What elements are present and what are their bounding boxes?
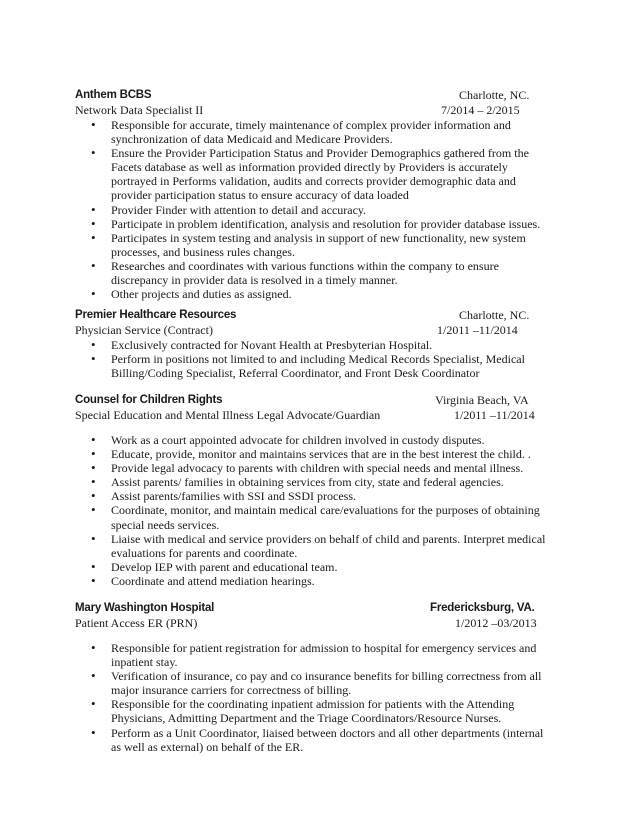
list-item: • Exclusively contracted for Novant Health at Presbyterian Hospital. xyxy=(75,338,525,352)
employer-name: Mary Washington Hospital xyxy=(75,602,215,614)
job-subheader xyxy=(75,323,525,338)
duties-list xyxy=(75,641,543,754)
job-header xyxy=(75,601,543,616)
list-item: • Perform in positions not limited to and including Medical Records Specialist, Medical Billing/Coding Specialist, Referral Coordinator, and Front Desk Coordinator xyxy=(75,352,525,380)
employer-name: Counsel for Children Rights xyxy=(75,394,223,406)
job-mary-washington xyxy=(75,601,543,754)
list-item: • Verification of insurance, co pay and co insurance benefits for billing correctness from all major insurance carriers for correctness of billing. xyxy=(75,669,543,697)
list-item: • Coordinate and attend mediation hearings. xyxy=(75,574,546,588)
job-subheader xyxy=(75,616,543,631)
list-item: • Coordinate, monitor, and maintain medical care/evaluations for the purposes of obtaining special needs services. xyxy=(75,503,546,531)
job-subheader xyxy=(75,408,546,423)
list-item: • Provide legal advocacy to parents with children with special needs and mental illness. xyxy=(75,461,546,475)
job-dates: 1/2012 –03/2013 xyxy=(455,616,537,630)
job-location: Charlotte, NC. xyxy=(459,88,530,102)
job-header xyxy=(75,88,540,103)
list-item: • Assist parents/families with SSI and SSDI process. xyxy=(75,489,546,503)
job-header xyxy=(75,308,530,323)
list-item: • Perform as a Unit Coordinator, liaised between doctors and all other departments (internal as well as external) on behalf of the ER. xyxy=(75,726,543,754)
job-counsel xyxy=(75,393,546,588)
job-title: Network Data Specialist II xyxy=(75,103,204,117)
list-item: • Work as a court appointed advocate for children involved in custody disputes. xyxy=(75,433,546,447)
job-dates: 7/2014 – 2/2015 xyxy=(441,103,520,117)
list-item: • Researches and coordinates with various functions within the company to ensure discrepancy in provider data is resolved in a timely manner. xyxy=(75,259,540,287)
list-item: • Educate, provide, monitor and maintains services that are in the best interest the child. . xyxy=(75,447,546,461)
list-item: • Responsible for the coordinating inpatient admission for patients with the Attending Physicians, Admitting Department and the Triage Coordinators/Resource Nurses. xyxy=(75,697,543,725)
job-dates: 1/2011 –11/2014 xyxy=(454,408,535,422)
job-subheader xyxy=(75,103,540,118)
job-location: Virginia Beach, VA xyxy=(435,393,529,407)
list-item: • Participate in problem identification, analysis and resolution for provider database issues. xyxy=(75,217,540,231)
duties-list xyxy=(75,433,546,588)
job-dates: 1/2011 –11/2014 xyxy=(437,323,518,337)
list-item: • Participates in system testing and analysis in support of new functionality, new system processes, and business rules changes. xyxy=(75,231,540,259)
list-item: • Assist parents/ families in obtaining services from city, state and federal agencies. xyxy=(75,475,546,489)
job-title: Physician Service (Contract) xyxy=(75,323,213,337)
list-item: • Ensure the Provider Participation Status and Provider Demographics gathered from the Facets database as well as information provided directly by Providers is accurately portrayed in Performs validation, audits and corrects provider demographic data and provider participation status to ensure accuracy of data loaded xyxy=(75,146,540,202)
list-item: • Liaise with medical and service providers on behalf of child and parents. Interpret medical evaluations for parents and coordinate. xyxy=(75,532,546,560)
job-anthem xyxy=(75,88,540,301)
job-header xyxy=(75,393,546,408)
duties-list xyxy=(75,118,540,301)
job-title: Special Education and Mental Illness Legal Advocate/Guardian xyxy=(75,408,381,422)
employer-name: Premier Healthcare Resources xyxy=(75,309,237,321)
list-item: • Provider Finder with attention to detail and accuracy. xyxy=(75,203,540,217)
employer-name: Anthem BCBS xyxy=(75,89,152,101)
list-item: • Responsible for patient registration for admission to hospital for emergency services and inpatient stay. xyxy=(75,641,543,669)
job-title: Patient Access ER (PRN) xyxy=(75,616,198,630)
list-item: • Other projects and duties as assigned. xyxy=(75,287,540,301)
job-location: Charlotte, NC. xyxy=(459,308,530,322)
list-item: • Develop IEP with parent and educational team. xyxy=(75,560,546,574)
job-location: Fredericksburg, VA. xyxy=(430,602,535,614)
list-item: • Responsible for accurate, timely maintenance of complex provider information and synchronization of data Medicaid and Medicare Providers. xyxy=(75,118,540,146)
duties-list xyxy=(75,338,525,380)
job-premier xyxy=(75,308,530,381)
